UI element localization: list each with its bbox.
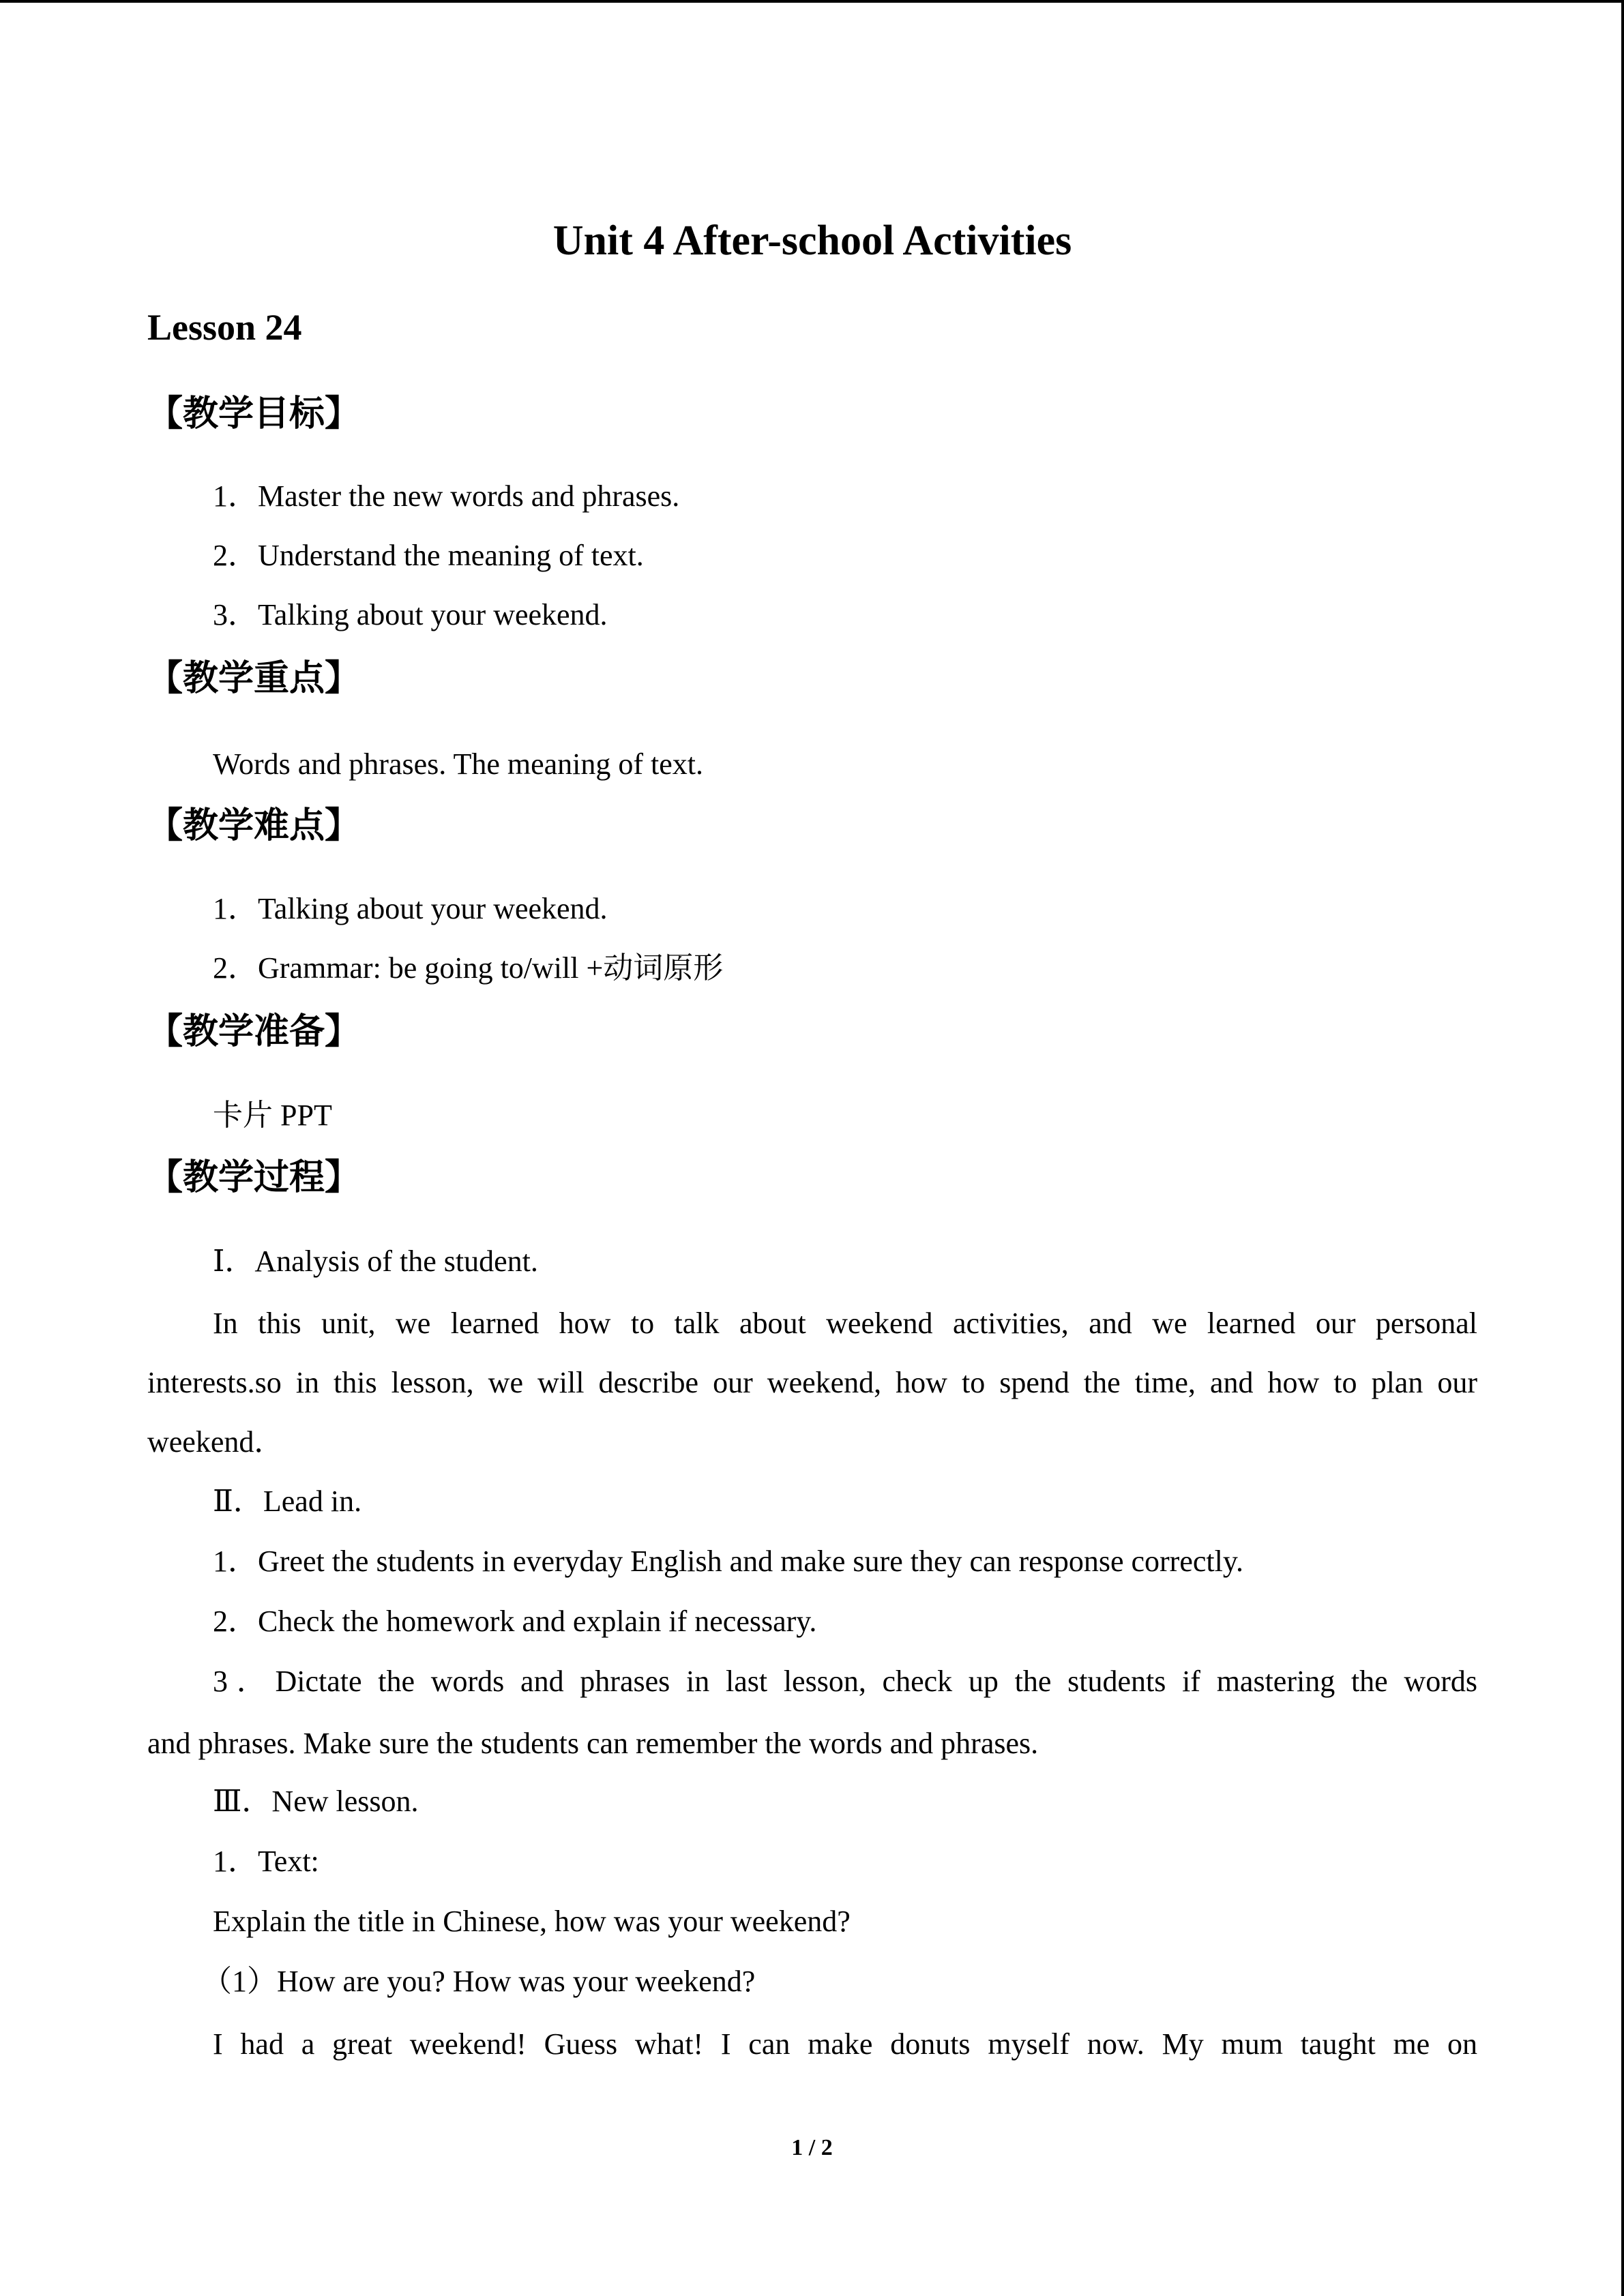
page-top-border [0, 0, 1624, 3]
objectives-heading: 【教学目标】 [147, 393, 361, 434]
process-part1-paragraph-line: In this unit, we learned how to talk about weekend activities, and we learned our personal [213, 1307, 1477, 1340]
process-part2-title: Ⅱ．Lead in. [213, 1485, 362, 1518]
preparation-text: 卡片 PPT [213, 1099, 332, 1132]
process-part3-text-label: 1．Text: [213, 1845, 319, 1878]
page-number: 1 / 2 [791, 2135, 833, 2160]
process-part2-item3-line: 3．Dictate the words and phrases in last lesson, check up the students if mastering the words [213, 1665, 1477, 1698]
objective-item: 1．Master the new words and phrases. [213, 479, 680, 513]
process-part1-paragraph-line: interests.so in this lesson, we will describe our weekend, how to spend the time, and how to plan our [147, 1366, 1477, 1399]
lesson-heading: Lesson 24 [147, 307, 302, 348]
objective-item: 3．Talking about your weekend. [213, 598, 608, 631]
difficulties-heading: 【教学难点】 [147, 805, 361, 846]
process-part2-item: 2．Check the homework and explain if necessary. [213, 1605, 817, 1638]
process-part2-item: 1．Greet the students in everyday English and make sure they can response correctly. [213, 1545, 1243, 1578]
key-points-heading: 【教学重点】 [147, 658, 361, 699]
key-points-text: Words and phrases. The meaning of text. [213, 747, 704, 781]
process-part3-question: （1）How are you? How was your weekend? [202, 1965, 756, 1998]
process-part1-title: Ⅰ．Analysis of the student. [213, 1244, 538, 1278]
difficulty-item: 1．Talking about your weekend. [213, 892, 608, 925]
process-part2-item3-line: and phrases. Make sure the students can remember the words and phrases. [147, 1727, 1039, 1760]
process-part1-paragraph-line: weekend． [147, 1425, 284, 1459]
document-title: Unit 4 After-school Activities [552, 218, 1072, 264]
process-part3-explain: Explain the title in Chinese, how was your weekend? [213, 1905, 851, 1938]
difficulty-item: 2．Grammar: be going to/will +动词原形 [213, 951, 724, 985]
process-heading: 【教学过程】 [147, 1157, 361, 1198]
process-part3-title: Ⅲ．New lesson. [213, 1785, 419, 1818]
preparation-heading: 【教学准备】 [147, 1011, 361, 1052]
page-right-border [1621, 0, 1624, 2296]
objective-item: 2．Understand the meaning of text. [213, 539, 644, 572]
process-part3-paragraph-line: I had a great weekend! Guess what! I can make donuts myself now. My mum taught me on [213, 2027, 1477, 2061]
